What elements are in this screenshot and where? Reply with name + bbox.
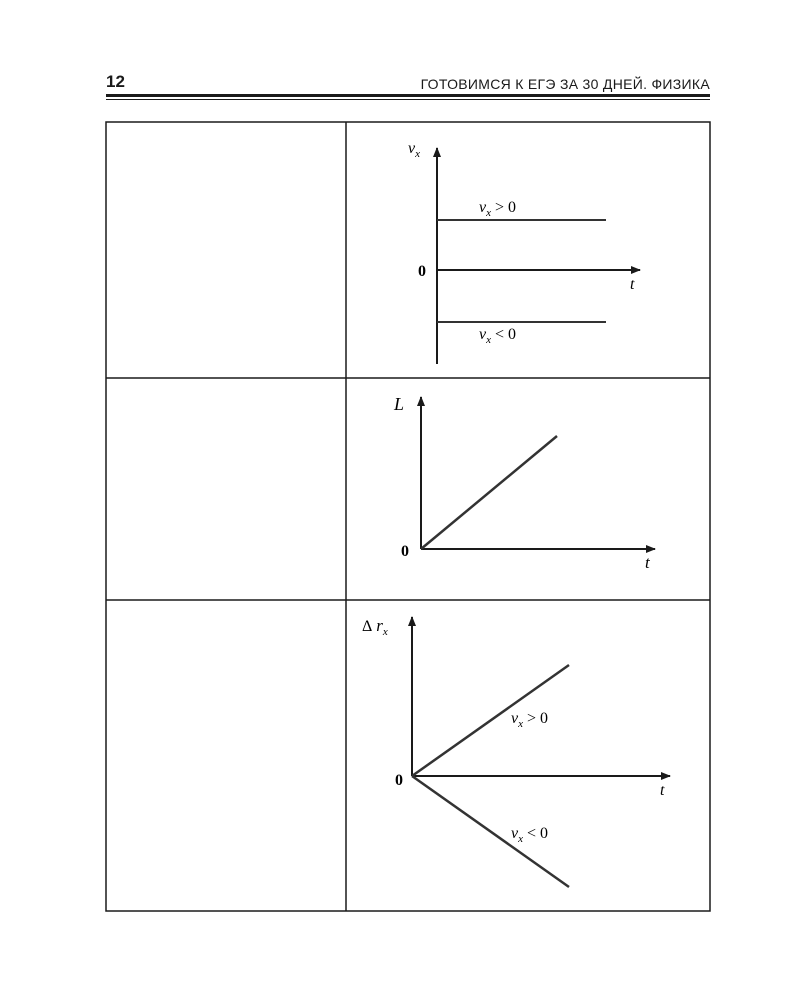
origin-label: 0 [401,543,409,560]
empty-cell [107,123,345,377]
x-axis-label: t [660,782,665,799]
empty-cell [107,379,345,599]
velocity-graph [408,140,640,364]
x-axis-label: t [630,276,635,293]
table-border [106,122,710,911]
path-graph [393,394,655,572]
origin-label: 0 [418,263,426,280]
x-axis-label: t [645,553,650,572]
empty-cell [107,601,345,910]
positive-velocity-label: $v_x > 0$ [479,199,517,219]
y-axis-label: $v_x$ [408,140,420,160]
positive-velocity-label: $v_x > 0$ [511,710,549,730]
negative-velocity-label: $v_x < 0$ [479,326,517,346]
y-axis-label: L [394,394,405,414]
displacement-graph [362,616,670,887]
negative-velocity-label: $v_x < 0$ [511,825,549,845]
page-number: 12 [106,72,125,91]
path-line [421,436,557,549]
origin-label: 0 [395,772,403,789]
running-title: ГОТОВИМСЯ К ЕГЭ ЗА 30 ДНЕЙ. ФИЗИКА [420,76,710,92]
y-axis-label: Δ $r_x$ [362,616,388,638]
